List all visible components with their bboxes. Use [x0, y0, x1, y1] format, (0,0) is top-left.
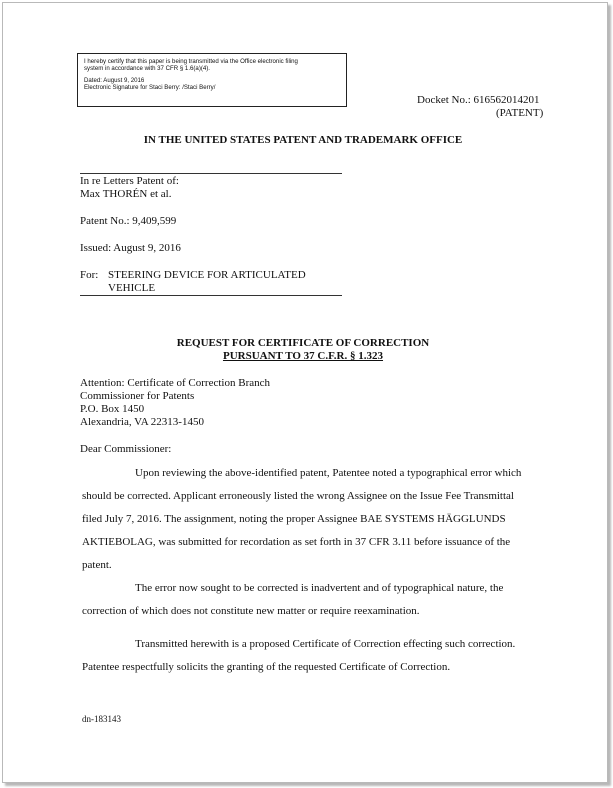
document-page	[2, 2, 608, 783]
address-line-2: Commissioner for Patents	[80, 390, 195, 402]
office-heading: IN THE UNITED STATES PATENT AND TRADEMARK OFFICE	[143, 134, 463, 146]
request-subtitle: PURSUANT TO 37 C.F.R. § 1.323	[222, 350, 384, 362]
address-line-3: P.O. Box 1450	[80, 403, 145, 415]
request-title: REQUEST FOR CERTIFICATE OF CORRECTION	[176, 337, 430, 349]
inventor-name: Max THORÉN et al.	[80, 188, 172, 200]
certification-dated: Dated: August 9, 2016	[84, 76, 145, 84]
salutation: Dear Commissioner:	[80, 443, 172, 455]
body-paragraph-2: The error now sought to be corrected is inadvertent and of typographical nature, the correction of which does not constitute new matter or require reexamination.	[82, 582, 504, 617]
body-paragraph-1: Upon reviewing the above-identified patent, Patentee noted a typographical error which should be corrected. Applicant erroneously listed the wrong Assignee on the Issue Fee Transmittal filed July 7, 2016. The assignment, noting the proper Assignee BAE SYSTEMS HÄGGLUNDS AKTIEBOLAG, was submitted for recordation as set forth in 37 CFR 3.11 before issuance of the patent.	[82, 467, 522, 571]
body-paragraph-3: Transmitted herewith is a proposed Certificate of Correction effecting such correction. Patentee respectfully solicits the granting of the requested Certificate of Correction.	[82, 638, 516, 673]
in-re-label: In re Letters Patent of:	[80, 175, 179, 187]
for-label: For:	[80, 269, 99, 281]
certification-line-2: system in accordance with 37 CFR § 1.6(a)(4).	[84, 65, 210, 73]
address-attention: Attention: Certificate of Correction Branch	[80, 377, 270, 389]
issue-date: Issued: August 9, 2016	[80, 242, 181, 254]
docket-type: (PATENT)	[496, 107, 544, 119]
address-line-4: Alexandria, VA 22313-1450	[80, 416, 204, 428]
certification-box	[77, 53, 347, 107]
docket-number: Docket No.: 616562014201	[417, 94, 540, 106]
case-bottom-rule	[80, 295, 342, 296]
footer-document-id: dn-183143	[82, 714, 121, 724]
case-top-rule	[80, 173, 342, 174]
patent-title-line-2: VEHICLE	[108, 282, 156, 294]
patent-title-line-1: STEERING DEVICE FOR ARTICULATED	[108, 269, 306, 281]
certification-line-1: I hereby certify that this paper is being transmitted via the Office electronic filing	[84, 58, 298, 65]
certification-signature: Electronic Signature for Staci Berry: /Staci Berry/	[84, 84, 216, 92]
patent-number: Patent No.: 9,409,599	[80, 215, 177, 227]
